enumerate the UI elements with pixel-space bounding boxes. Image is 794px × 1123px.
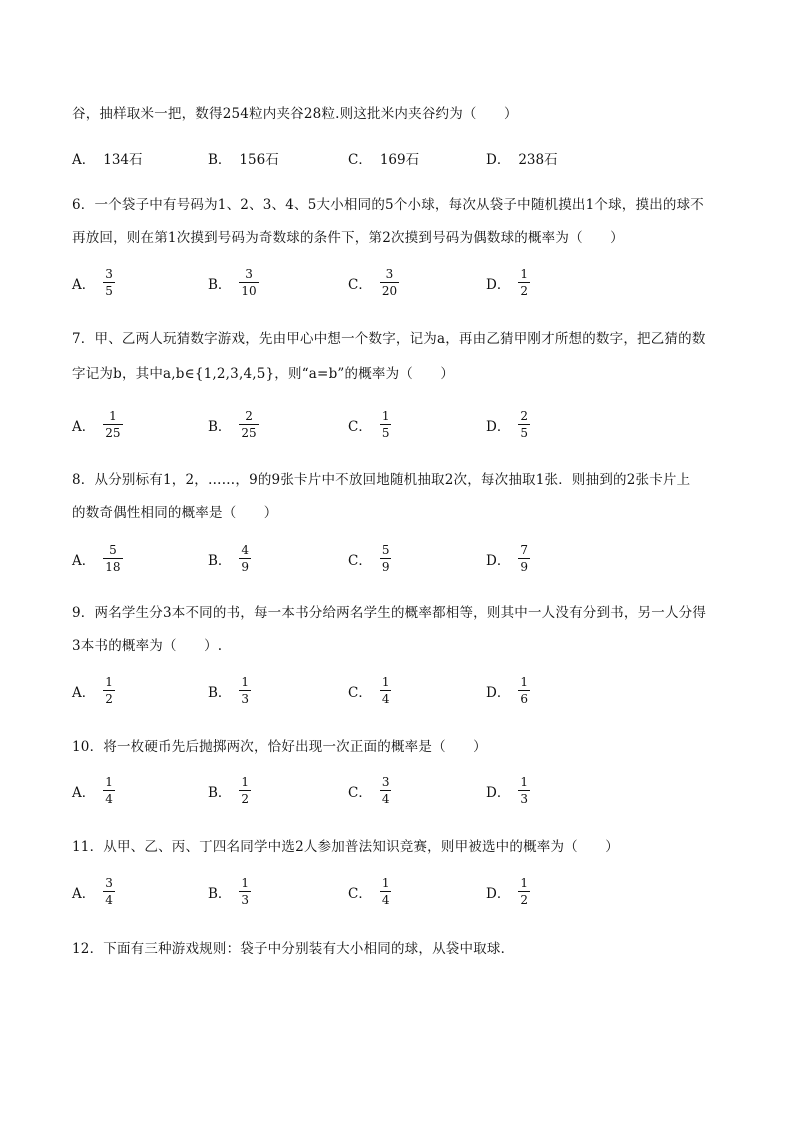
denominator: 3 [520, 792, 528, 806]
q5-option-d[interactable] [486, 148, 558, 168]
fraction-bar [103, 424, 122, 425]
numerator: 3 [381, 775, 390, 789]
fraction [518, 267, 530, 298]
fraction [103, 775, 115, 806]
option-value: 238石 [518, 152, 558, 168]
fraction [380, 675, 392, 706]
fraction-bar [103, 282, 115, 283]
option-label: C． [348, 784, 372, 801]
q6-option-d[interactable] [486, 267, 530, 298]
numerator: 1 [241, 675, 250, 689]
option-label: B． [208, 684, 232, 701]
denominator: 4 [105, 893, 113, 907]
fraction [380, 409, 392, 440]
q7-line-1: 7．甲、乙两人玩猜数字游戏，先由甲心中想一个数字，记为a，再由乙猜甲刚才所想的数字，把乙猜的数 [72, 331, 706, 347]
denominator: 2 [520, 284, 528, 298]
q9-option-a[interactable] [72, 675, 115, 706]
numerator: 4 [241, 543, 250, 557]
option-label: D． [486, 552, 511, 569]
numerator: 3 [385, 267, 394, 281]
option-label: C． [348, 552, 372, 569]
q10-line-1: 10．将一枚硬币先后抛掷两次，恰好出现一次正面的概率是（ ） [72, 739, 487, 755]
q8-option-d[interactable] [486, 543, 530, 574]
fraction [103, 675, 115, 706]
numerator: 1 [381, 675, 390, 689]
denominator: 9 [381, 560, 390, 574]
fraction-bar [239, 558, 251, 559]
denominator: 6 [520, 692, 528, 706]
fraction [103, 543, 122, 574]
option-label: B． [208, 885, 232, 902]
numerator: 1 [381, 876, 390, 890]
fraction-bar [518, 282, 530, 283]
q11-option-a[interactable] [72, 876, 115, 907]
fraction [103, 876, 115, 907]
q11-line-1: 11．从甲、乙、丙、丁四名同学中选2人参加普法知识竞赛，则甲被选中的概率为（ ） [72, 839, 619, 855]
numerator: 1 [520, 675, 528, 689]
option-label: C． [348, 418, 372, 435]
fraction-bar [103, 790, 115, 791]
fraction-bar [239, 282, 258, 283]
denominator: 2 [105, 692, 113, 706]
option-label: A． [72, 552, 96, 569]
fraction-bar [239, 891, 251, 892]
option-value: 134石 [103, 152, 143, 168]
option-label: B． [208, 552, 232, 569]
option-label: A． [72, 418, 96, 435]
q8-option-a[interactable] [72, 543, 123, 574]
q8-option-c[interactable] [348, 543, 391, 574]
fraction [239, 675, 251, 706]
fraction-bar [103, 558, 122, 559]
fraction-bar [239, 424, 258, 425]
denominator: 4 [105, 792, 113, 806]
fraction [103, 409, 122, 440]
fraction [380, 775, 392, 806]
denominator: 9 [520, 560, 528, 574]
fraction [103, 267, 115, 298]
fraction-bar [518, 891, 530, 892]
fraction-bar [380, 282, 399, 283]
q8-line-1: 8．从分别标有1，2，……，9的9张卡片中不放回地随机抽取2次，每次抽取1张．则抽到的2张卡片上 [72, 472, 691, 488]
q9-line-1: 9．两名学生分3本不同的书，每一本书分给两名学生的概率都相等，则其中一人没有分到书，另一人分得 [72, 605, 707, 621]
fraction-bar [518, 690, 530, 691]
fraction-bar [380, 790, 392, 791]
q9-option-d[interactable] [486, 675, 530, 706]
option-label: A． [72, 276, 96, 293]
q10-option-b[interactable] [208, 775, 251, 806]
fraction [380, 543, 392, 574]
q12-line-1: 12．下面有三种游戏规则：袋子中分别装有大小相同的球，从袋中取球． [72, 941, 515, 957]
denominator: 5 [381, 426, 390, 440]
q6-line-1: 6．一个袋子中有号码为1、2、3、4、5大小相同的5个小球，每次从袋子中随机摸出1个球，摸出的球不 [72, 197, 705, 213]
numerator: 1 [520, 775, 528, 789]
q11-option-d[interactable] [486, 876, 530, 907]
fraction-bar [518, 424, 530, 425]
option-label: D． [486, 152, 511, 168]
fraction-bar [380, 690, 392, 691]
option-label: C． [348, 152, 372, 168]
numerator: 1 [105, 775, 113, 789]
fraction [518, 675, 530, 706]
fraction [239, 267, 258, 298]
numerator: 2 [245, 409, 253, 423]
denominator: 25 [105, 426, 121, 440]
fraction [239, 543, 251, 574]
q10-option-c[interactable] [348, 775, 391, 806]
q10-option-a[interactable] [72, 775, 115, 806]
denominator: 25 [241, 426, 257, 440]
q7-option-d[interactable] [486, 409, 530, 440]
denominator: 4 [381, 893, 390, 907]
q8-option-b[interactable] [208, 543, 251, 574]
numerator: 1 [105, 675, 113, 689]
q6-line-2: 再放回，则在第1次摸到号码为奇数球的条件下，第2次摸到号码为偶数球的概率为（ ） [72, 230, 624, 246]
denominator: 3 [241, 692, 250, 706]
fraction [239, 775, 251, 806]
option-label: A． [72, 684, 96, 701]
option-value: 169石 [379, 152, 420, 168]
q5-text: 谷，抽样取米一把，数得254粒内夹谷28粒.则这批米内夹谷约为（ ） [72, 106, 518, 122]
denominator: 3 [241, 893, 250, 907]
numerator: 3 [105, 267, 113, 281]
option-label: A． [72, 885, 96, 902]
denominator: 18 [105, 560, 121, 574]
option-label: D． [486, 418, 511, 435]
option-label: D． [486, 885, 511, 902]
fraction [518, 543, 530, 574]
q7-line-2: 字记为b，其中a,b∈{1,2,3,4,5}，则“a=b”的概率为（ ） [72, 366, 455, 382]
fraction-bar [518, 558, 530, 559]
q6-option-c[interactable] [348, 267, 399, 298]
denominator: 2 [520, 893, 528, 907]
fraction-bar [380, 891, 392, 892]
q11-option-c[interactable] [348, 876, 391, 907]
q10-option-d[interactable] [486, 775, 530, 806]
fraction [518, 409, 530, 440]
numerator: 1 [241, 775, 250, 789]
fraction-bar [380, 558, 392, 559]
q5-option-c[interactable] [348, 148, 419, 168]
fraction-bar [103, 891, 115, 892]
denominator: 2 [241, 792, 250, 806]
q5-option-a[interactable] [72, 148, 143, 168]
fraction-bar [380, 424, 392, 425]
option-label: C． [348, 684, 372, 701]
option-label: A． [72, 784, 96, 801]
option-label: B． [208, 152, 232, 168]
numerator: 5 [109, 543, 117, 557]
numerator: 7 [520, 543, 528, 557]
numerator: 1 [109, 409, 117, 423]
option-label: D． [486, 276, 511, 293]
option-label: C． [348, 885, 372, 902]
option-value: 156石 [239, 152, 279, 168]
fraction [518, 775, 530, 806]
numerator: 2 [520, 409, 528, 423]
denominator: 5 [105, 284, 113, 298]
option-label: A． [72, 152, 96, 168]
fraction [239, 409, 258, 440]
fraction [518, 876, 530, 907]
denominator: 5 [520, 426, 528, 440]
numerator: 5 [381, 543, 390, 557]
option-label: C． [348, 276, 372, 293]
denominator: 9 [241, 560, 250, 574]
fraction [380, 876, 392, 907]
q11-option-b[interactable] [208, 876, 251, 907]
q7-option-c[interactable] [348, 409, 391, 440]
numerator: 3 [105, 876, 113, 890]
fraction-bar [518, 790, 530, 791]
fraction [239, 876, 251, 907]
q6-option-b[interactable] [208, 267, 259, 298]
option-label: B． [208, 784, 232, 801]
q9-option-c[interactable] [348, 675, 391, 706]
q9-option-b[interactable] [208, 675, 251, 706]
option-label: D． [486, 784, 511, 801]
fraction-bar [103, 690, 115, 691]
q8-line-2: 的数奇偶性相同的概率是（ ） [72, 505, 278, 521]
denominator: 10 [241, 284, 257, 298]
q9-line-2: 3本书的概率为（ ）. [72, 638, 223, 654]
numerator: 1 [241, 876, 250, 890]
option-label: B． [208, 418, 232, 435]
fraction [380, 267, 399, 298]
denominator: 4 [381, 792, 390, 806]
numerator: 1 [520, 876, 528, 890]
denominator: 20 [381, 284, 398, 298]
denominator: 4 [381, 692, 390, 706]
numerator: 3 [245, 267, 253, 281]
q7-option-b[interactable] [208, 409, 259, 440]
fraction-bar [239, 690, 251, 691]
q7-option-a[interactable] [72, 409, 123, 440]
q6-option-a[interactable] [72, 267, 115, 298]
fraction-bar [239, 790, 251, 791]
q5-option-b[interactable] [208, 148, 279, 168]
option-label: B． [208, 276, 232, 293]
numerator: 1 [381, 409, 390, 423]
option-label: D． [486, 684, 511, 701]
numerator: 1 [520, 267, 528, 281]
